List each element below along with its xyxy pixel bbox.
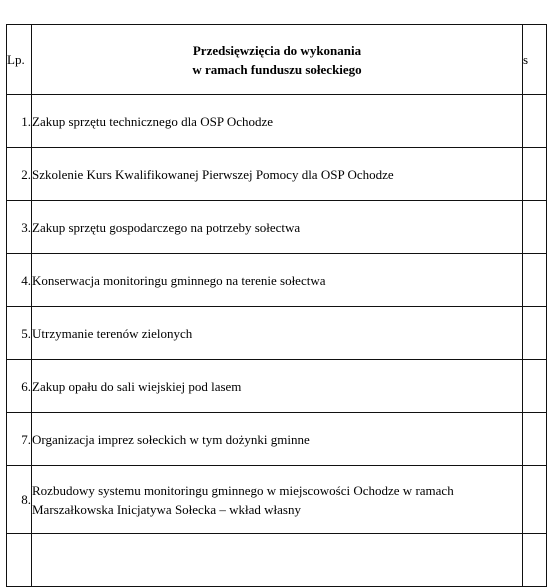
table-row xyxy=(7,201,547,254)
row-number: 7. xyxy=(7,413,32,466)
table-row xyxy=(7,254,547,307)
row-extra-cell xyxy=(523,254,547,307)
row-extra-cell xyxy=(523,148,547,201)
description-header-line-1: Przedsięwzięcia do wykonania xyxy=(192,42,362,58)
row-extra-cell xyxy=(523,466,547,534)
row-number: 8. xyxy=(7,466,32,534)
row-description: Zakup sprzętu gospodarczego na potrzeby sołectwa xyxy=(32,201,523,254)
table-row xyxy=(7,95,547,148)
table-row xyxy=(7,466,547,534)
row-number: 3. xyxy=(7,201,32,254)
row-number: 4. xyxy=(7,254,32,307)
row-description: Zakup sprzętu technicznego dla OSP Ochodze xyxy=(32,95,523,148)
row-description-line-1: Rozbudowy systemu monitoringu gminnego w miejscowości Ochodze w ramach xyxy=(32,482,454,498)
row-description-line-2: Marszałkowska Inicjatywa Sołecka – wkład własny xyxy=(32,501,301,517)
lp-column-header: Lp. xyxy=(7,25,32,95)
description-header-line-2: w ramach funduszu sołeckiego xyxy=(192,61,362,77)
row-extra-cell xyxy=(523,201,547,254)
table-row xyxy=(7,148,547,201)
row-description: Zakup opału do sali wiejskiej pod lasem xyxy=(32,360,523,413)
table-header-row xyxy=(7,25,547,95)
table-row xyxy=(7,307,547,360)
row-number: 6. xyxy=(7,360,32,413)
row-number xyxy=(7,534,32,587)
row-extra-cell xyxy=(523,360,547,413)
cutoff-column-header: s xyxy=(523,25,547,95)
row-description xyxy=(32,534,523,587)
row-number: 1. xyxy=(7,95,32,148)
description-column-header xyxy=(32,25,523,95)
row-description xyxy=(32,466,523,534)
table-row-partial xyxy=(7,534,547,587)
row-extra-cell xyxy=(523,95,547,148)
row-extra-cell xyxy=(523,534,547,587)
row-description: Organizacja imprez sołeckich w tym dożynki gminne xyxy=(32,413,523,466)
row-description: Szkolenie Kurs Kwalifikowanej Pierwszej Pomocy dla OSP Ochodze xyxy=(32,148,523,201)
row-description: Konserwacja monitoringu gminnego na terenie sołectwa xyxy=(32,254,523,307)
row-extra-cell xyxy=(523,413,547,466)
row-number: 5. xyxy=(7,307,32,360)
fund-plan-table xyxy=(6,24,547,587)
table-row xyxy=(7,413,547,466)
row-description: Utrzymanie terenów zielonych xyxy=(32,307,523,360)
row-extra-cell xyxy=(523,307,547,360)
row-number: 2. xyxy=(7,148,32,201)
table-row xyxy=(7,360,547,413)
